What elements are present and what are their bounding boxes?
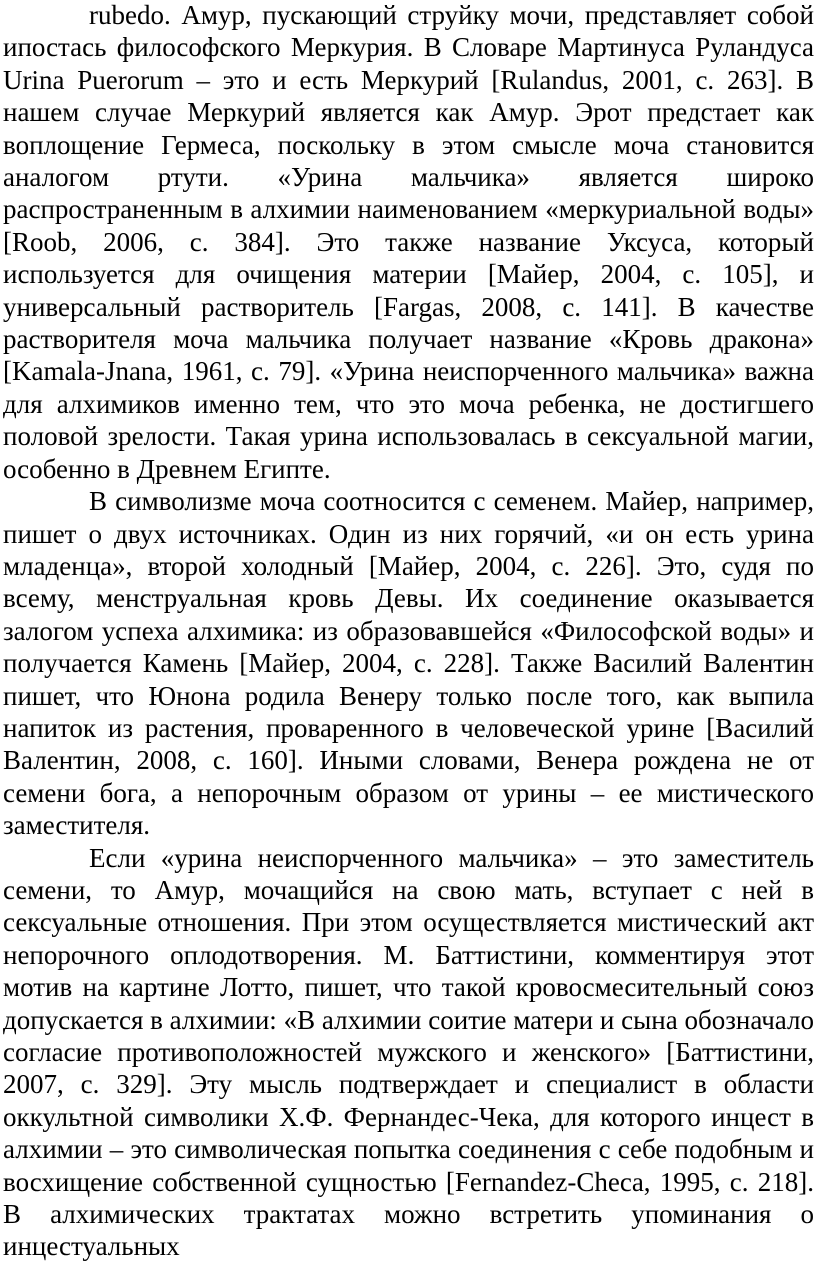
paragraph-1: rubedo. Амур, пускающий струйку мочи, представляет собой ипостась философского Меркурия. В Словаре Мартинуса Руландуса Urina Puerorum – это и есть Меркурий [Rulandus, 2001, с. 263]. В нашем случае Меркурий является как Амур. Эрот предстает как воплощение Гермеса, поскольку в этом смысле моча становится аналогом ртути. «Урина мальчика» является широко распространенным в алхимии наименованием «меркуриальной воды» [Roob, 2006, с. 384]. Это также название Уксуса, который используется для очищения материи [Майер, 2004, с. 105], и универсальный растворитель [Fargas, 2008, с. 141]. В качестве растворителя моча мальчика получает название «Кровь дракона» [Kamala-Jnana, 1961, с. 79]. «Урина неиспорченного мальчика» важна для алхимиков именно тем, что это моча ребенка, не достигшего половой зрелости. Такая урина использовалась в сексуальной магии, особенно в Древнем Египте. bbox=[3, 0, 814, 484]
paragraph-2: В символизме моча соотносится с семенем. Майер, например, пишет о двух источниках. Один из них горячий, «и он есть урина младенца», второй холодный [Майер, 2004, с. 226]. Это, судя по всему, менструальная кровь Девы. Их соединение оказывается залогом успеха алхимика: из образовавшейся «Философской воды» и получается Камень [Майер, 2004, с. 228]. Также Василий Валентин пишет, что Юнона родила Венеру только после того, как выпила напиток из растения, проваренного в человеческой урине [Василий Валентин, 2008, с. 160]. Иными словами, Венера рождена не от семени бога, а непорочным образом от урины – ее мистического заместителя. bbox=[3, 486, 814, 841]
paragraph-3: Если «урина неиспорченного мальчика» – это заместитель семени, то Амур, мочащийся на свою мать, вступает с ней в сексуальные отношения. При этом осуществляется мистический акт непорочного оплодотворения. М. Баттистини, комментируя этот мотив на картине Лотто, пишет, что такой кровосмесительный союз допускается в алхимии: «В алхимии соитие матери и сына обозначало согласие противоположностей мужского и женского» [Баттистини, 2007, с. 329]. Эту мысль подтверждает и специалист в области оккультной символики Х.Ф. Фернандес-Чека, для которого инцест в алхимии – это символическая попытка соединения с себе подобным и восхищение собственной сущностью [Fernandez-Checa, 1995, с. 218]. В алхимических трактатах можно встретить упоминания о инцестуальных bbox=[3, 842, 814, 1262]
